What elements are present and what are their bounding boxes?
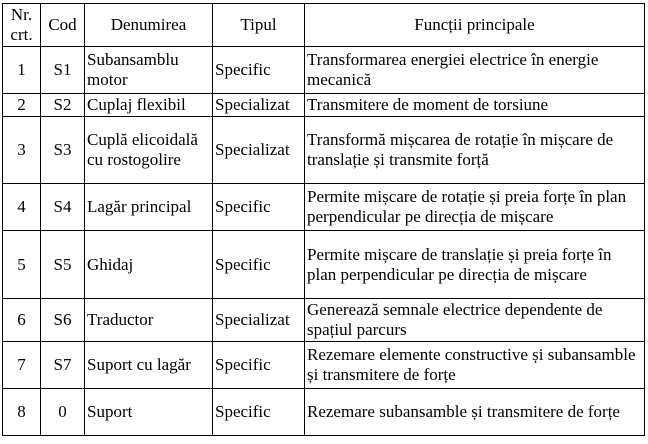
table-row xyxy=(3,389,645,436)
cell-nr: 4 xyxy=(3,184,41,231)
cell-cod: S2 xyxy=(41,94,85,117)
cell-tipul: Specific xyxy=(213,47,305,94)
cell-nr: 6 xyxy=(3,299,41,342)
cell-cod: S5 xyxy=(41,231,85,299)
cell-nr: 7 xyxy=(3,342,41,389)
cell-denumirea: Cuplaj flexibil xyxy=(85,94,213,117)
header-functii: Funcții principale xyxy=(305,4,645,47)
cell-denumirea: Subansamblu motor xyxy=(85,47,213,94)
header-nr: Nr. crt. xyxy=(3,4,41,47)
cell-nr: 3 xyxy=(3,117,41,184)
table-row xyxy=(3,184,645,231)
cell-tipul: Specializat xyxy=(213,117,305,184)
cell-tipul: Specific xyxy=(213,389,305,436)
header-denumirea: Denumirea xyxy=(85,4,213,47)
components-table xyxy=(2,3,645,436)
table-row xyxy=(3,47,645,94)
cell-denumirea: Ghidaj xyxy=(85,231,213,299)
cell-cod: S7 xyxy=(41,342,85,389)
cell-cod: S6 xyxy=(41,299,85,342)
cell-tipul: Specializat xyxy=(213,94,305,117)
cell-tipul: Specific xyxy=(213,184,305,231)
cell-denumirea: Cuplă elicoidală cu rostogolire xyxy=(85,117,213,184)
cell-functii: Permite mișcare de rotație și preia forțe în plan perpendicular pe direcția de mișcare xyxy=(305,184,645,231)
cell-functii: Generează semnale electrice dependente de spațiul parcurs xyxy=(305,299,645,342)
cell-tipul: Specific xyxy=(213,342,305,389)
cell-functii: Transformarea energiei electrice în energie mecanică xyxy=(305,47,645,94)
header-cod: Cod xyxy=(41,4,85,47)
header-tipul: Tipul xyxy=(213,4,305,47)
cell-nr: 1 xyxy=(3,47,41,94)
table-row xyxy=(3,299,645,342)
header-row xyxy=(3,4,645,47)
cell-cod: S4 xyxy=(41,184,85,231)
table-row xyxy=(3,94,645,117)
cell-functii: Permite mișcare de translație și preia forțe în plan perpendicular pe direcția de mișcare xyxy=(305,231,645,299)
cell-functii: Transformă mișcarea de rotație în mișcare de translație și transmite forță xyxy=(305,117,645,184)
table-row xyxy=(3,117,645,184)
cell-functii: Rezemare subansamble și transmitere de forțe xyxy=(305,389,645,436)
cell-denumirea: Traductor xyxy=(85,299,213,342)
cell-nr: 2 xyxy=(3,94,41,117)
cell-denumirea: Lagăr principal xyxy=(85,184,213,231)
cell-denumirea: Suport cu lagăr xyxy=(85,342,213,389)
cell-cod: 0 xyxy=(41,389,85,436)
cell-nr: 5 xyxy=(3,231,41,299)
cell-nr: 8 xyxy=(3,389,41,436)
cell-cod: S3 xyxy=(41,117,85,184)
cell-tipul: Specific xyxy=(213,231,305,299)
cell-functii: Transmitere de moment de torsiune xyxy=(305,94,645,117)
table-row xyxy=(3,231,645,299)
cell-denumirea: Suport xyxy=(85,389,213,436)
cell-tipul: Specializat xyxy=(213,299,305,342)
cell-functii: Rezemare elemente constructive și subansamble și transmitere de forțe xyxy=(305,342,645,389)
cell-cod: S1 xyxy=(41,47,85,94)
table-row xyxy=(3,342,645,389)
